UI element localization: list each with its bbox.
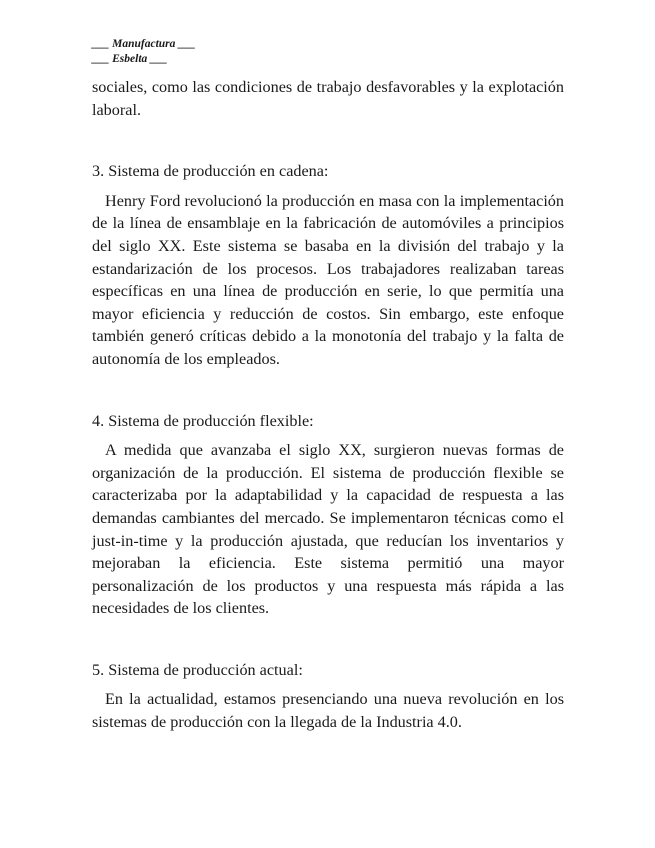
- section-spacer: [92, 121, 564, 160]
- section-paragraph: Henry Ford revolucionó la producción en masa con la implementación de la línea de ensamblaje en la fabricación de automóviles a principios del siglo XX. Este sistema se basaba en la división del trabajo y la estandarización de los procesos. Los trabajadores realizaban tareas específicas en una línea de producción en serie, lo que permitía una mayor eficiencia y reducción de costos. Sin embargo, este enfoque también generó críticas debido a la monotonía del trabajo y la falta de autonomía de los empleados.: [92, 191, 564, 368]
- section-production-chain: [92, 160, 564, 370]
- body-text: [92, 76, 564, 734]
- section-spacer: [92, 620, 564, 659]
- running-header: [92, 37, 196, 67]
- section-heading: 3. Sistema de producción en cadena:: [92, 162, 329, 181]
- header-title-line-1: ___ Manufactura ___: [92, 38, 196, 50]
- intro-paragraph: sociales, como las condiciones de trabajo desfavorables y la explotación laboral.: [92, 78, 564, 119]
- section-paragraph: A medida que avanzaba el siglo XX, surgieron nuevas formas de organización de la producción. El sistema de producción flexible se caracterizaba por la adaptabilidad y la capacidad de respuesta a las demandas cambiantes del mercado. Se implementaron técnicas como el just-in-time y la producción ajustada, que reducían los inventarios y mejoraban la eficiencia. Este sistema permitió una mayor personalización de los productos y una respuesta más rápida a las necesidades de los clientes.: [92, 441, 564, 618]
- section-flexible-production: [92, 410, 564, 620]
- section-current-production: [92, 659, 564, 734]
- section-paragraph: En la actualidad, estamos presenciando una nueva revolución en los sistemas de producción con la llegada de la Industria 4.0.: [92, 690, 564, 732]
- section-heading: 4. Sistema de producción flexible:: [92, 411, 314, 430]
- header-title-line-2: ___ Esbelta ___: [92, 53, 168, 65]
- section-spacer: [92, 371, 564, 410]
- section-heading: 5. Sistema de producción actual:: [92, 660, 303, 679]
